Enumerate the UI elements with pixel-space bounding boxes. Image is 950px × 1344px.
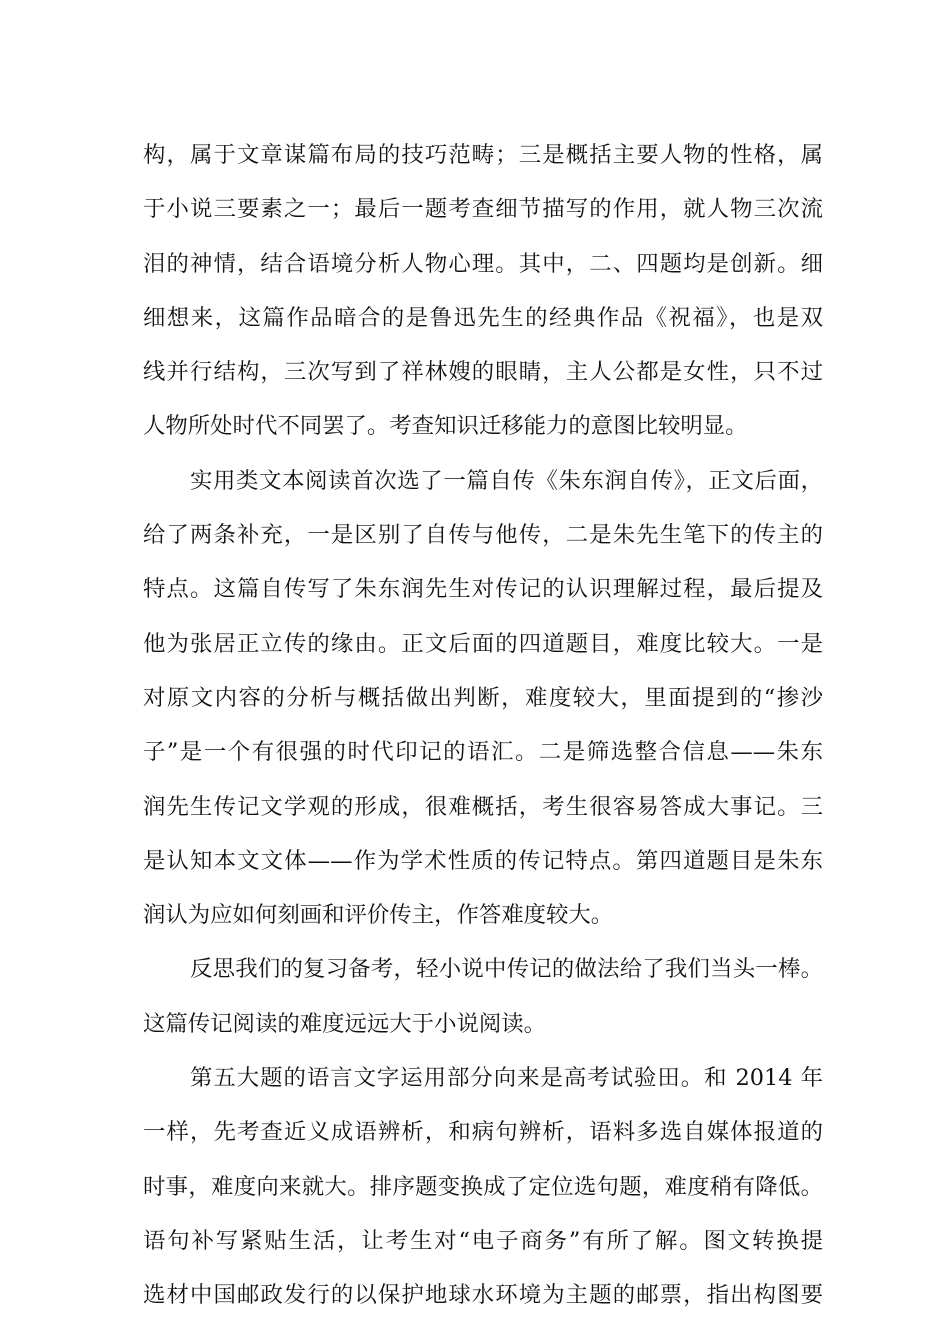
text-line: 构，属于文章谋篇布局的技巧范畴；三是概括主要人物的性格，属 bbox=[143, 142, 823, 168]
document-body bbox=[143, 128, 823, 1323]
text-line: 对原文内容的分析与概括做出判断，难度较大，里面提到的“掺沙 bbox=[143, 684, 823, 711]
paragraph-3 bbox=[143, 942, 823, 1051]
text-line: 于小说三要素之一；最后一题考查细节描写的作用，就人物三次流 bbox=[143, 196, 823, 223]
text-line: 一样，先考查近义成语辨析，和病句辨析，语料多选自媒体报道的 bbox=[143, 1119, 823, 1146]
text-line: 第五大题的语言文字运用部分向来是高考试验田。和 2014 年 bbox=[190, 1065, 823, 1092]
text-line: 润认为应如何刻画和评价传主，作答难度较大。 bbox=[143, 902, 614, 929]
text-line: 实用类文本阅读首次选了一篇自传《朱东润自传》，正文后面， bbox=[190, 467, 823, 494]
text-line: 这篇传记阅读的难度远远大于小说阅读。 bbox=[143, 1010, 547, 1037]
paragraph-1 bbox=[143, 128, 823, 454]
text-line: 是认知本文文体——作为学术性质的传记特点。第四道题目是朱东 bbox=[143, 847, 823, 874]
text-line: 他为张居正立传的缘由。正文后面的四道题目，难度比较大。一是 bbox=[143, 630, 823, 657]
text-line: 泪的神情，结合语境分析人物心理。其中，二、四题均是创新。细 bbox=[143, 250, 823, 277]
text-line: 反思我们的复习备考，轻小说中传记的做法给了我们当头一棒。 bbox=[190, 956, 823, 983]
text-line: 子”是一个有很强的时代印记的语汇。二是筛选整合信息——朱东 bbox=[143, 739, 823, 766]
text-line: 细想来，这篇作品暗合的是鲁迅先生的经典作品《祝福》，也是双 bbox=[143, 304, 823, 331]
paragraph-2 bbox=[143, 454, 823, 943]
text-line: 特点。这篇自传写了朱东润先生对传记的认识理解过程，最后提及 bbox=[143, 576, 823, 603]
text-line: 时事，难度向来就大。排序题变换成了定位选句题，难度稍有降低。 bbox=[143, 1173, 823, 1200]
text-line: 润先生传记文学观的形成，很难概括，考生很容易答成大事记。三 bbox=[143, 793, 823, 820]
text-line: 人物所处时代不同罢了。考查知识迁移能力的意图比较明显。 bbox=[143, 413, 748, 440]
text-line: 给了两条补充，一是区别了自传与他传，二是朱先生笔下的传主的 bbox=[143, 522, 823, 549]
text-line: 选材中国邮政发行的以保护地球水环境为主题的邮票，指出构图要 bbox=[143, 1282, 823, 1309]
paragraph-4 bbox=[143, 1051, 823, 1322]
text-line: 线并行结构，三次写到了祥林嫂的眼睛，主人公都是女性，只不过 bbox=[143, 359, 823, 386]
text-line: 语句补写紧贴生活，让考生对“电子商务”有所了解。图文转换提 bbox=[143, 1227, 823, 1254]
